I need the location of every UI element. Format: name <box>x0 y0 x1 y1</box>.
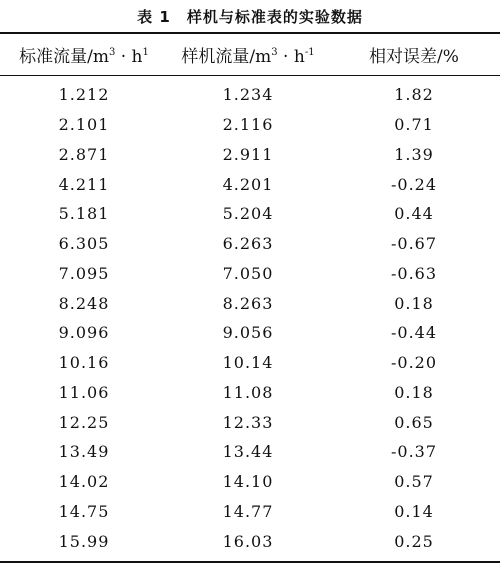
header-standard-flow-sup2: 1 <box>142 47 149 58</box>
cell-relative-error: 0.18 <box>394 293 434 313</box>
table-row <box>0 407 500 437</box>
cell-standard-flow: 9.096 <box>58 323 110 343</box>
table-row <box>0 526 500 556</box>
table-row <box>0 288 500 318</box>
cell-relative-error: -0.20 <box>390 353 438 373</box>
header-standard-flow-mid: · h <box>115 47 143 67</box>
table-row <box>0 80 500 110</box>
cell-relative-error: -0.44 <box>390 323 438 343</box>
table-row <box>0 497 500 527</box>
table-row <box>0 229 500 259</box>
cell-standard-flow: 7.095 <box>58 263 110 283</box>
cell-sample-flow: 11.08 <box>222 382 274 402</box>
cell-standard-flow: 1.212 <box>58 85 110 105</box>
table-header <box>0 34 500 75</box>
cell-standard-flow: 13.49 <box>58 442 110 462</box>
cell-relative-error: 0.71 <box>394 115 434 135</box>
cell-sample-flow: 14.77 <box>222 501 274 521</box>
header-relative-error: 相对误差/% <box>369 47 459 67</box>
cell-standard-flow: 12.25 <box>58 412 110 432</box>
cell-sample-flow: 5.204 <box>222 204 274 224</box>
cell-standard-flow: 10.16 <box>58 353 110 373</box>
cell-relative-error: 0.25 <box>394 531 434 551</box>
cell-relative-error: 0.18 <box>394 382 434 402</box>
cell-standard-flow: 11.06 <box>58 382 110 402</box>
table-caption: 表 1 样机与标准表的实验数据 <box>137 8 363 26</box>
cell-standard-flow: 6.305 <box>58 234 110 254</box>
table-row <box>0 140 500 170</box>
cell-sample-flow: 13.44 <box>222 442 274 462</box>
cell-relative-error: 0.14 <box>394 501 434 521</box>
cell-relative-error: -0.24 <box>390 174 438 194</box>
table-row <box>0 378 500 408</box>
table-row <box>0 437 500 467</box>
cell-standard-flow: 8.248 <box>58 293 110 313</box>
header-sample-flow-mid: · h <box>277 47 305 67</box>
table-row <box>0 348 500 378</box>
cell-sample-flow: 10.14 <box>222 353 274 373</box>
cell-sample-flow: 2.911 <box>222 144 274 164</box>
table-row <box>0 467 500 497</box>
cell-sample-flow: 2.116 <box>222 115 274 135</box>
cell-relative-error: 0.65 <box>394 412 434 432</box>
table-row <box>0 259 500 289</box>
header-sample-flow-sup1: 3 <box>271 47 278 58</box>
cell-sample-flow: 8.263 <box>222 293 274 313</box>
cell-sample-flow: 6.263 <box>222 234 274 254</box>
cell-sample-flow: 1.234 <box>222 85 274 105</box>
cell-standard-flow: 2.101 <box>58 115 110 135</box>
header-standard-flow <box>0 42 168 67</box>
cell-standard-flow: 2.871 <box>58 144 110 164</box>
cell-relative-error: 0.44 <box>394 204 434 224</box>
table-row <box>0 199 500 229</box>
header-standard-flow-label: 标准流量/m <box>19 47 109 67</box>
cell-sample-flow: 9.056 <box>222 323 274 343</box>
cell-sample-flow: 12.33 <box>222 412 274 432</box>
cell-relative-error: -0.67 <box>390 234 438 254</box>
header-sample-flow-sup2: -1 <box>304 47 315 58</box>
cell-relative-error: 1.82 <box>394 85 434 105</box>
header-sample-flow-label: 样机流量/m <box>181 47 272 67</box>
table-row <box>0 169 500 199</box>
cell-relative-error: 1.39 <box>394 144 434 164</box>
cell-standard-flow: 14.02 <box>58 472 110 492</box>
cell-sample-flow: 16.03 <box>222 531 274 551</box>
cell-standard-flow: 5.181 <box>58 204 110 224</box>
cell-sample-flow: 7.050 <box>222 263 274 283</box>
table-row <box>0 318 500 348</box>
table-header-rule <box>0 75 500 76</box>
cell-relative-error: 0.57 <box>394 472 434 492</box>
cell-standard-flow: 15.99 <box>58 531 110 551</box>
table-bottom-rule <box>0 561 500 563</box>
cell-standard-flow: 4.211 <box>58 174 110 194</box>
cell-relative-error: -0.37 <box>390 442 438 462</box>
header-standard-flow-sup1: 3 <box>108 47 116 58</box>
cell-sample-flow: 14.10 <box>222 472 274 492</box>
table-row <box>0 110 500 140</box>
cell-sample-flow: 4.201 <box>222 174 274 194</box>
header-sample-flow <box>168 42 328 67</box>
table-body <box>0 80 500 556</box>
cell-standard-flow: 14.75 <box>58 501 110 521</box>
cell-relative-error: -0.63 <box>390 263 438 283</box>
